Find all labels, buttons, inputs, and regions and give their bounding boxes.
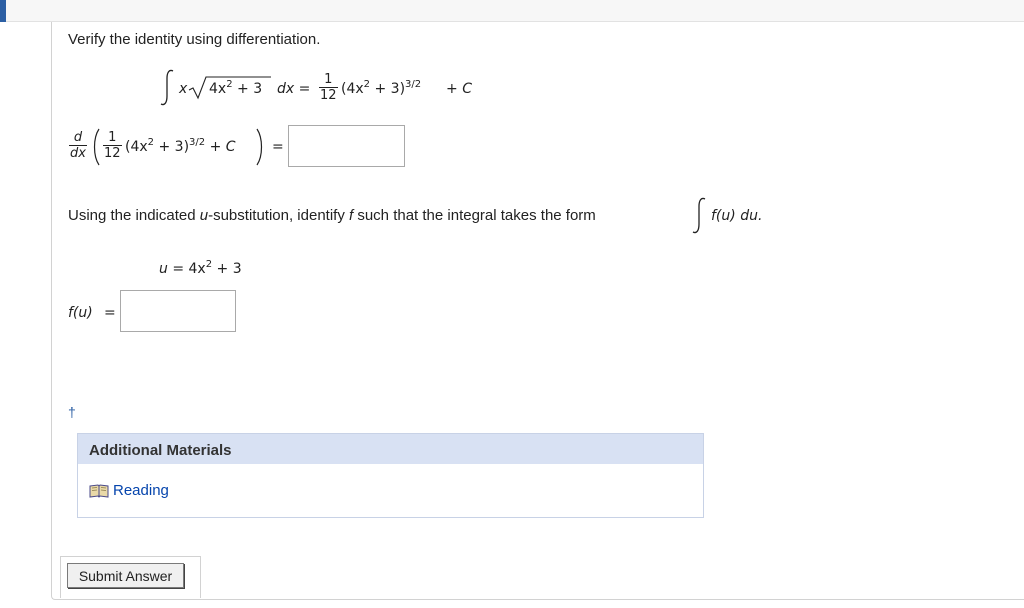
- integral-sign-icon: [159, 68, 177, 108]
- u-definition: $u = 4x^2 + 3$: [159, 259, 242, 277]
- submit-answer-button[interactable]: Submit Answer: [67, 563, 184, 588]
- identity-dx: dx =: [277, 81, 311, 97]
- identity-fraction: $\frac{1}{12}$: [320, 72, 337, 103]
- identity-rhs: $(4x^2 + 3)^{3/2}$: [341, 79, 422, 97]
- derivative-fraction: $\frac{1}{12}$: [104, 130, 121, 161]
- radicand: $4x^2 + 3$: [209, 79, 263, 97]
- reading-link-label[interactable]: Reading: [113, 482, 169, 499]
- derivative-answer-input[interactable]: [288, 125, 405, 167]
- fu-answer-input[interactable]: [120, 290, 236, 332]
- additional-materials-header: Additional Materials: [78, 434, 703, 464]
- identity-plus-c: + C: [446, 81, 472, 97]
- fu-equals: =: [104, 305, 116, 321]
- integrand-x: x: [179, 81, 188, 97]
- integral-form-text: f(u) du.: [711, 208, 763, 224]
- book-icon: [89, 483, 109, 499]
- integral-form-icon: [692, 196, 708, 236]
- additional-materials-panel: [77, 433, 704, 518]
- derivative-equals: =: [272, 139, 284, 155]
- fu-label: f(u): [68, 305, 93, 321]
- derivative-expression: $(4x^2 + 3)^{3/2} + C$: [125, 137, 236, 155]
- d-dx-operator: $\frac{d}{dx}$: [70, 130, 86, 161]
- dagger-mark: †: [68, 404, 76, 420]
- right-paren-icon: [255, 128, 265, 166]
- reading-link[interactable]: [89, 482, 169, 499]
- top-bar: [0, 0, 1024, 22]
- top-bar-accent: [0, 0, 6, 22]
- question-prompt: Verify the identity using differentiation.: [68, 31, 321, 48]
- left-paren-icon: [91, 128, 101, 166]
- substitution-instruction: Using the indicated u-substitution, identify f such that the integral takes the form: [68, 207, 596, 224]
